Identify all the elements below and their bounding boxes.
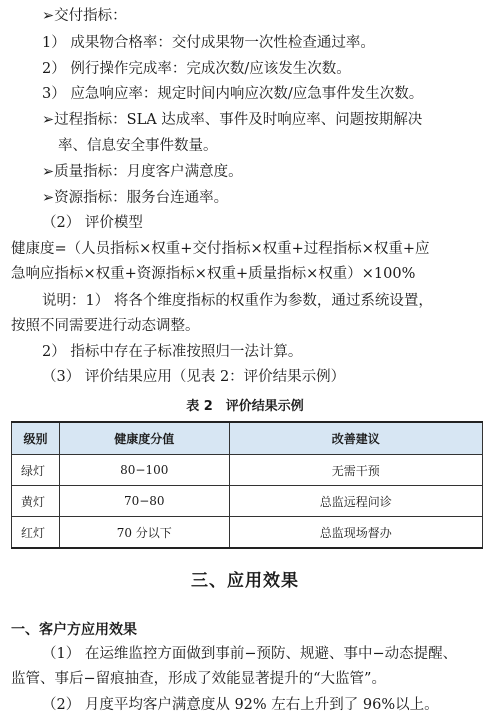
formula-line: 急响应指标×权重+资源指标×权重+质量指标×权重）×100% [11, 266, 416, 282]
level-cell: 红灯 [12, 517, 60, 549]
text-line: ➢质量指标：月度客户满意度。 [42, 164, 243, 180]
text-line: 按照不同需要进行动态调整。 [11, 318, 200, 334]
text-line: 3） 应急响应率：规定时间内响应次数/应急事件发生次数。 [42, 86, 424, 102]
table-header-row [12, 422, 483, 455]
table-row [12, 486, 483, 517]
paragraph-line: （1） 在运维监控方面做到事前−预防、规避、事中−动态提醒、 [42, 646, 458, 662]
paragraph-line: 监管、事后−留痕抽查，形成了效能显著提升的“大监管”。 [11, 671, 386, 687]
text-line: ➢资源指标：服务台连通率。 [42, 190, 229, 206]
text-line: （2） 评价模型 [42, 215, 143, 231]
suggestion-cell: 总监现场督办 [229, 517, 482, 549]
text-line: 2） 例行操作完成率：完成次数/应该发生次数。 [42, 61, 351, 77]
column-header-level: 级别 [12, 422, 60, 455]
score-cell: 70 分以下 [59, 517, 229, 549]
column-header-suggestion: 改善建议 [229, 422, 482, 455]
text-line: 1） 成果物合格率：交付成果物一次性检查通过率。 [42, 35, 375, 51]
suggestion-cell: 无需干预 [229, 455, 482, 486]
score-cell: 80−100 [59, 455, 229, 486]
table-row [12, 517, 483, 549]
score-cell: 70−80 [59, 486, 229, 517]
formula-line: 健康度=（人员指标×权重+交付指标×权重+过程指标×权重+应 [11, 241, 430, 257]
paragraph-line: （2） 月度平均客户满意度从 92% 左右上升到了 96%以上。 [42, 697, 439, 713]
table-caption: 表 2 评价结果示例 [186, 399, 304, 414]
suggestion-cell: 总监远程问诊 [229, 486, 482, 517]
text-line: （3） 评价结果应用（见表 2：评价结果示例） [42, 369, 346, 385]
evaluation-result-table [11, 421, 483, 549]
table-row [12, 455, 483, 486]
column-header-score: 健康度分值 [59, 422, 229, 455]
level-cell: 黄灯 [12, 486, 60, 517]
text-line: ➢过程指标：SLA 达成率、事件及时响应率、问题按期解决 [42, 112, 423, 128]
subheading: 一、客户方应用效果 [11, 622, 137, 638]
text-line: ➢交付指标： [42, 8, 127, 24]
level-cell: 绿灯 [12, 455, 60, 486]
text-line: 率、信息安全事件数量。 [58, 138, 218, 154]
text-line: 说明：1） 将各个维度指标的权重作为参数，通过系统设置， [42, 293, 433, 309]
text-line: 2） 指标中存在子标准按照归一法计算。 [42, 344, 303, 360]
section-title: 三、应用效果 [191, 571, 299, 591]
